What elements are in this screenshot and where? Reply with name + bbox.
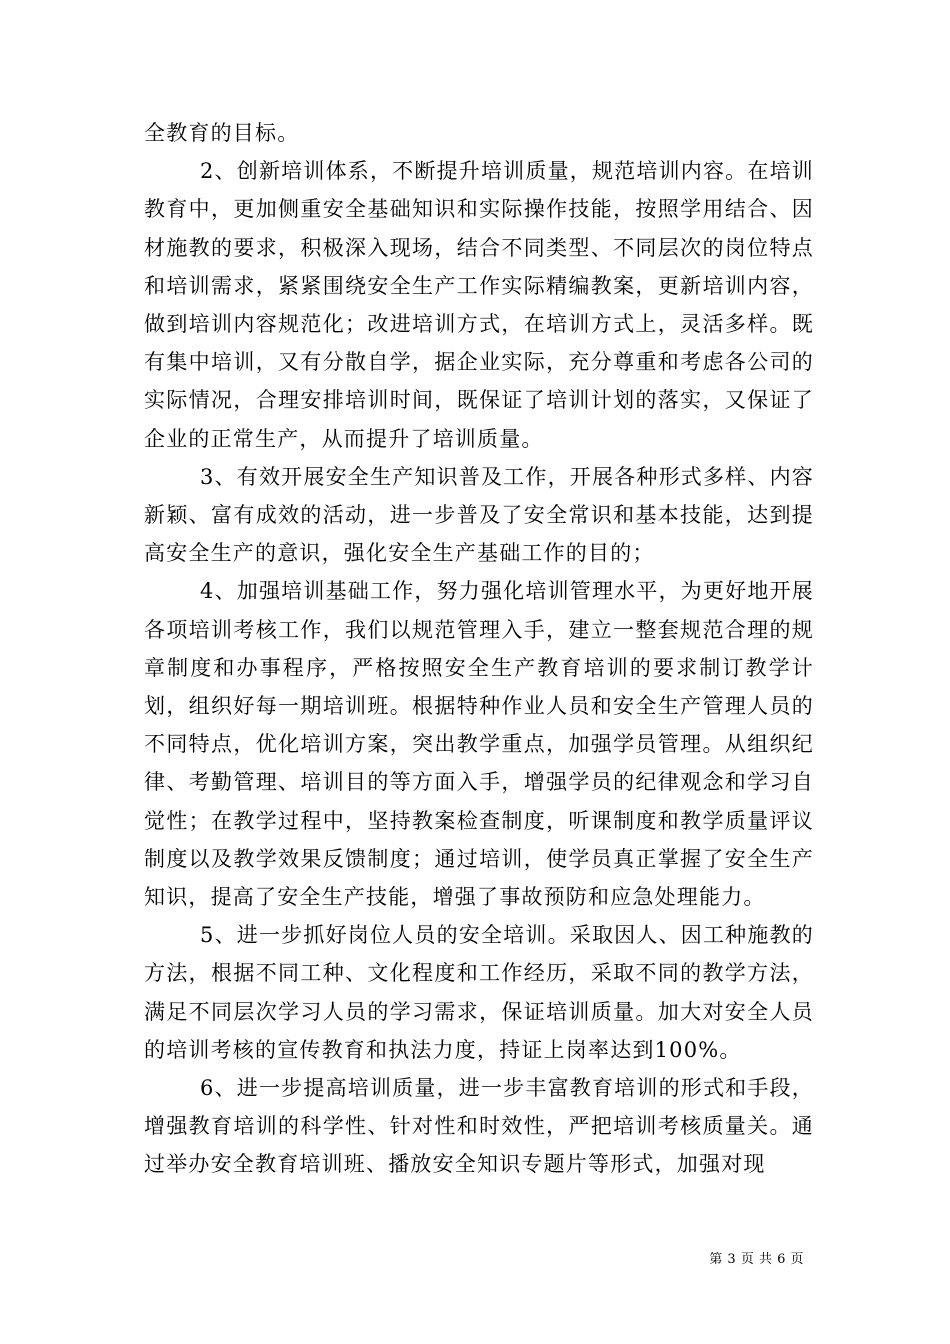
paragraph-item-2: 2、创新培训体系，不断提升培训质量，规范培训内容。在培训教育中，更加侧重安全基础知识和实际操作技能，按照学用结合、因材施教的要求，积极深入现场，结合不同类型、不同层次的岗位特点和培训需求，紧紧围绕安全生产工作实际精编教案，更新培训内容，做到培训内容规范化；改进培训方式，在培训方式上，灵活多样。既有集中培训，又有分散自学，据企业实际，充分尊重和考虑各公司的实际情况，合理安排培训时间，既保证了培训计划的落实，又保证了企业的正常生产，从而提升了培训质量。 [144,159,814,451]
paragraph-item-5: 5、进一步抓好岗位人员的安全培训。采取因人、因工种施教的方法，根据不同工种、文化程度和工作经历，采取不同的教学方法，满足不同层次学习人员的学习需求，保证培训质量。加大对安全人员的培训考核的宣传教育和执法力度，持证上岗率达到100%。 [144,923,814,1062]
document-body [144,114,814,1184]
paragraph-continuation: 全教育的目标。 [144,121,300,145]
paragraph-item-3: 3、有效开展安全生产知识普及工作，开展各种形式多样、内容新颖、富有成效的活动，进一步普及了安全常识和基本技能，达到提高安全生产的意识，强化安全生产基础工作的目的； [144,464,814,566]
paragraph-item-6: 6、进一步提高培训质量，进一步丰富教育培训的形式和手段，增强教育培训的科学性、针对性和时效性，严把培训考核质量关。通过举办安全教育培训班、播放安全知识专题片等形式，加强对现 [144,1076,814,1177]
paragraph-item-4: 4、加强培训基础工作，努力强化培训管理水平，为更好地开展各项培训考核工作，我们以规范管理入手，建立一整套规范合理的规章制度和办事程序，严格按照安全生产教育培训的要求制订教学计划，组织好每一期培训班。根据特种作业人员和安全生产管理人员的不同特点，优化培训方案，突出教学重点，加强学员管理。从组织纪律、考勤管理、培训目的等方面入手，增强学员的纪律观念和学习自觉性；在教学过程中，坚持教案检查制度，听课制度和教学质量评议制度以及教学效果反馈制度；通过培训，使学员真正掌握了安全生产知识，提高了安全生产技能，增强了事故预防和应急处理能力。 [144,579,814,910]
page-number-footer: 第 3 页 共 6 页 [709,1252,804,1267]
